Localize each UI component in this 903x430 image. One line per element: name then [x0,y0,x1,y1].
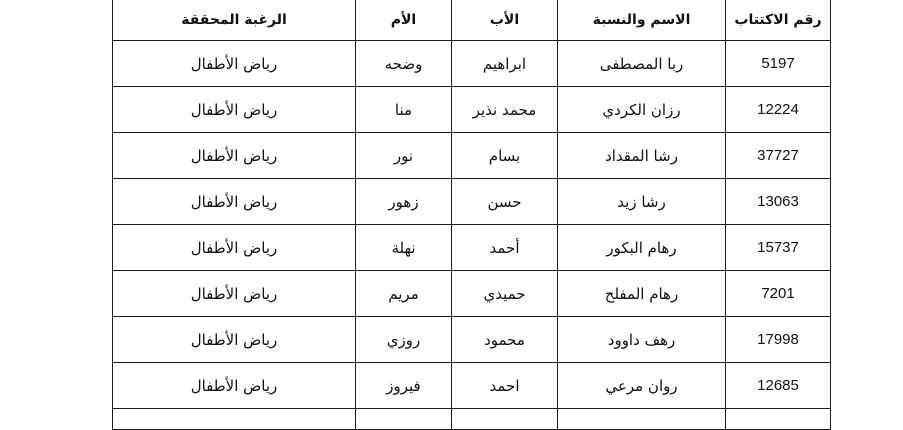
cell-wish: رياض الأطفال [113,363,356,409]
table-row [113,41,831,87]
cell-mother: مريم [356,271,452,317]
cell-wish: رياض الأطفال [113,271,356,317]
cell-registration-number: 17998 [726,317,831,363]
cell-wish: رياض الأطفال [113,179,356,225]
table-row [113,271,831,317]
cell-mother: وضحه [356,41,452,87]
cell-name: رهام البكور [558,225,726,271]
cell-name: ربا المصطفى [558,41,726,87]
header-wish: الرغبة المحققة [113,0,356,41]
cell-name: رشا المقداد [558,133,726,179]
cell-registration-number: 15737 [726,225,831,271]
table-row [113,133,831,179]
header-registration-number: رقم الاكتتاب [726,0,831,41]
cell-empty [452,409,558,430]
cell-father: أحمد [452,225,558,271]
cell-empty [113,409,356,430]
table-row-cut-off [113,409,831,430]
cell-registration-number: 13063 [726,179,831,225]
table-row [113,179,831,225]
cell-father: بسام [452,133,558,179]
cell-mother: نهلة [356,225,452,271]
cell-empty [356,409,452,430]
table-row [113,317,831,363]
cell-wish: رياض الأطفال [113,225,356,271]
cell-name: رهف داوود [558,317,726,363]
cell-father: محمود [452,317,558,363]
table-header-row [113,0,831,41]
table-row [113,87,831,133]
cell-registration-number: 7201 [726,271,831,317]
cell-name: رهام المفلح [558,271,726,317]
cell-empty [558,409,726,430]
cell-registration-number: 12224 [726,87,831,133]
cell-father: حميدي [452,271,558,317]
table-row [113,225,831,271]
cell-mother: زهور [356,179,452,225]
cell-registration-number: 12685 [726,363,831,409]
cell-wish: رياض الأطفال [113,317,356,363]
header-father: الأب [452,0,558,41]
cell-wish: رياض الأطفال [113,41,356,87]
cell-mother: نور [356,133,452,179]
cell-father: محمد نذير [452,87,558,133]
cell-father: ابراهيم [452,41,558,87]
cell-name: روان مرعي [558,363,726,409]
cell-name: رزان الكردي [558,87,726,133]
header-name: الاسم والنسبة [558,0,726,41]
cell-father: حسن [452,179,558,225]
cell-empty [726,409,831,430]
cell-mother: فيروز [356,363,452,409]
cell-wish: رياض الأطفال [113,133,356,179]
cell-mother: منا [356,87,452,133]
results-table [112,0,831,430]
cell-registration-number: 5197 [726,41,831,87]
cell-father: احمد [452,363,558,409]
cell-mother: روزي [356,317,452,363]
cell-name: رشا زيد [558,179,726,225]
table-row [113,363,831,409]
header-mother: الأم [356,0,452,41]
cell-registration-number: 37727 [726,133,831,179]
cell-wish: رياض الأطفال [113,87,356,133]
